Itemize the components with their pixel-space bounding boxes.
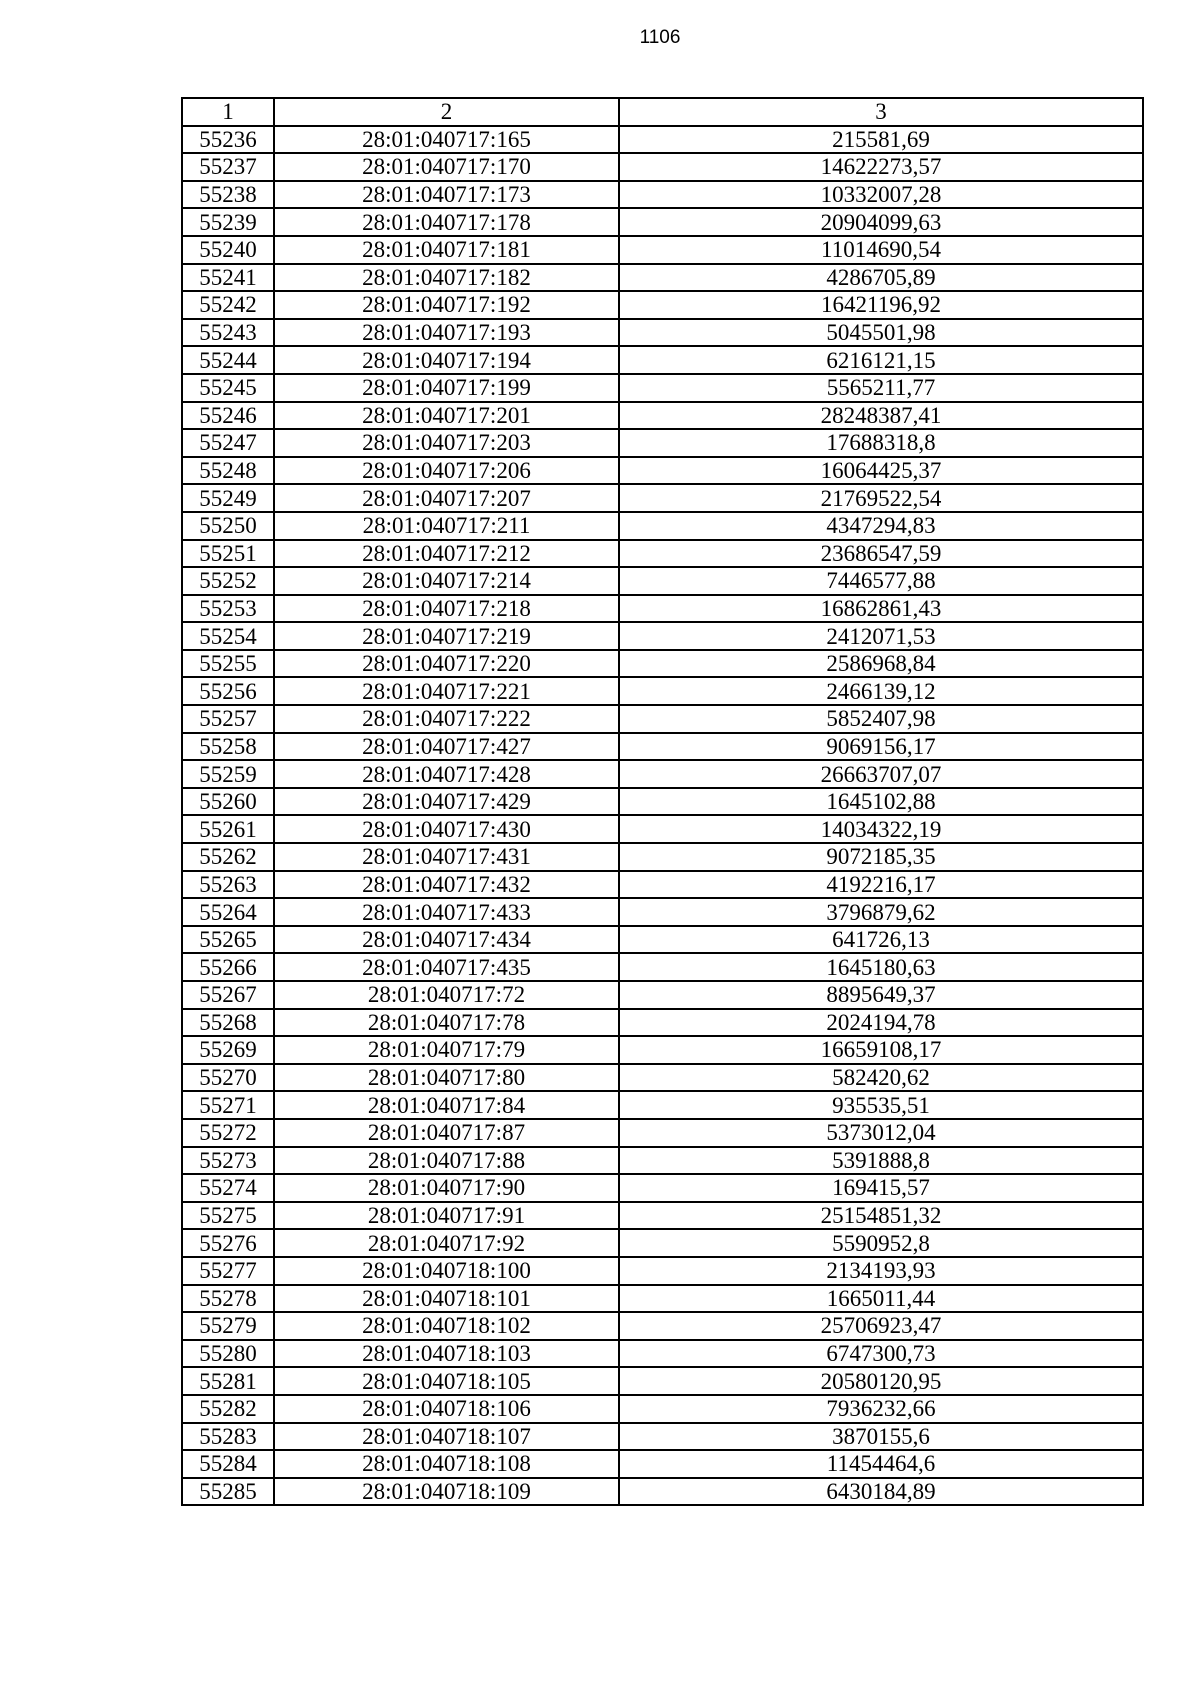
cadastral-number-cell: 28:01:040717:87: [274, 1119, 619, 1147]
cadastral-number-cell: 28:01:040718:100: [274, 1257, 619, 1285]
cadastral-number-cell: 28:01:040717:72: [274, 981, 619, 1009]
table-row: [182, 1478, 1143, 1506]
row-number-cell: 55278: [182, 1285, 274, 1313]
cadastral-number-cell: 28:01:040717:432: [274, 871, 619, 899]
value-cell: 2586968,84: [619, 650, 1143, 678]
row-number-cell: 55279: [182, 1312, 274, 1340]
cadastral-number-cell: 28:01:040718:103: [274, 1340, 619, 1368]
table-row: [182, 981, 1143, 1009]
cadastral-number-cell: 28:01:040717:222: [274, 705, 619, 733]
value-cell: 14622273,57: [619, 153, 1143, 181]
row-number-cell: 55257: [182, 705, 274, 733]
cadastral-number-cell: 28:01:040718:106: [274, 1395, 619, 1423]
row-number-cell: 55261: [182, 815, 274, 843]
row-number-cell: 55266: [182, 953, 274, 981]
data-table: [181, 97, 1144, 1506]
table-row: [182, 126, 1143, 154]
table-row: [182, 1395, 1143, 1423]
cadastral-number-cell: 28:01:040717:203: [274, 429, 619, 457]
table-row: [182, 484, 1143, 512]
row-number-cell: 55236: [182, 126, 274, 154]
value-cell: 4192216,17: [619, 871, 1143, 899]
row-number-cell: 55275: [182, 1202, 274, 1230]
table-row: [182, 1450, 1143, 1478]
value-cell: 2466139,12: [619, 677, 1143, 705]
row-number-cell: 55284: [182, 1450, 274, 1478]
cadastral-number-cell: 28:01:040717:91: [274, 1202, 619, 1230]
value-cell: 25154851,32: [619, 1202, 1143, 1230]
table-row: [182, 1174, 1143, 1202]
row-number-cell: 55246: [182, 402, 274, 430]
value-cell: 1665011,44: [619, 1285, 1143, 1313]
table-row: [182, 1312, 1143, 1340]
cadastral-number-cell: 28:01:040717:78: [274, 1009, 619, 1037]
cadastral-number-cell: 28:01:040717:427: [274, 733, 619, 761]
value-cell: 2134193,93: [619, 1257, 1143, 1285]
table-row: [182, 1202, 1143, 1230]
table-row: [182, 1285, 1143, 1313]
value-cell: 6216121,15: [619, 346, 1143, 374]
value-cell: 4286705,89: [619, 264, 1143, 292]
table-row: [182, 1119, 1143, 1147]
row-number-cell: 55251: [182, 540, 274, 568]
table-row: [182, 153, 1143, 181]
cadastral-number-cell: 28:01:040717:428: [274, 760, 619, 788]
value-cell: 8895649,37: [619, 981, 1143, 1009]
value-cell: 5391888,8: [619, 1147, 1143, 1175]
table-row: [182, 429, 1143, 457]
column-header-1: 1: [182, 98, 274, 126]
row-number-cell: 55272: [182, 1119, 274, 1147]
value-cell: 20904099,63: [619, 208, 1143, 236]
row-number-cell: 55262: [182, 843, 274, 871]
table-row: [182, 236, 1143, 264]
table-row: [182, 319, 1143, 347]
cadastral-number-cell: 28:01:040717:430: [274, 815, 619, 843]
row-number-cell: 55245: [182, 374, 274, 402]
cadastral-number-cell: 28:01:040717:199: [274, 374, 619, 402]
row-number-cell: 55270: [182, 1064, 274, 1092]
row-number-cell: 55239: [182, 208, 274, 236]
column-header-3: 3: [619, 98, 1143, 126]
row-number-cell: 55282: [182, 1395, 274, 1423]
value-cell: 10332007,28: [619, 181, 1143, 209]
table-row: [182, 788, 1143, 816]
row-number-cell: 55274: [182, 1174, 274, 1202]
cadastral-number-cell: 28:01:040718:102: [274, 1312, 619, 1340]
table-row: [182, 898, 1143, 926]
table-row: [182, 457, 1143, 485]
cadastral-number-cell: 28:01:040717:433: [274, 898, 619, 926]
table-row: [182, 374, 1143, 402]
page-number: 1106: [639, 27, 681, 48]
table-row: [182, 953, 1143, 981]
cadastral-number-cell: 28:01:040717:192: [274, 291, 619, 319]
value-cell: 16421196,92: [619, 291, 1143, 319]
table-row: [182, 1367, 1143, 1395]
row-number-cell: 55242: [182, 291, 274, 319]
row-number-cell: 55247: [182, 429, 274, 457]
value-cell: 6430184,89: [619, 1478, 1143, 1506]
value-cell: 11014690,54: [619, 236, 1143, 264]
cadastral-number-cell: 28:01:040717:80: [274, 1064, 619, 1092]
row-number-cell: 55276: [182, 1229, 274, 1257]
table-row: [182, 512, 1143, 540]
cadastral-number-cell: 28:01:040717:194: [274, 346, 619, 374]
table-row: [182, 677, 1143, 705]
table-row: [182, 346, 1143, 374]
value-cell: 23686547,59: [619, 540, 1143, 568]
value-cell: 9069156,17: [619, 733, 1143, 761]
value-cell: 169415,57: [619, 1174, 1143, 1202]
column-header-2: 2: [274, 98, 619, 126]
table-row: [182, 650, 1143, 678]
row-number-cell: 55238: [182, 181, 274, 209]
value-cell: 215581,69: [619, 126, 1143, 154]
table-row: [182, 1147, 1143, 1175]
row-number-cell: 55267: [182, 981, 274, 1009]
table-row: [182, 1091, 1143, 1119]
row-number-cell: 55250: [182, 512, 274, 540]
value-cell: 5852407,98: [619, 705, 1143, 733]
cadastral-number-cell: 28:01:040717:214: [274, 567, 619, 595]
table-row: [182, 1229, 1143, 1257]
cadastral-number-cell: 28:01:040718:107: [274, 1423, 619, 1451]
row-number-cell: 55280: [182, 1340, 274, 1368]
row-number-cell: 55269: [182, 1036, 274, 1064]
table-row: [182, 181, 1143, 209]
value-cell: 25706923,47: [619, 1312, 1143, 1340]
value-cell: 2024194,78: [619, 1009, 1143, 1037]
row-number-cell: 55255: [182, 650, 274, 678]
value-cell: 582420,62: [619, 1064, 1143, 1092]
table-row: [182, 622, 1143, 650]
cadastral-number-cell: 28:01:040717:193: [274, 319, 619, 347]
row-number-cell: 55271: [182, 1091, 274, 1119]
cadastral-number-cell: 28:01:040718:109: [274, 1478, 619, 1506]
cadastral-number-cell: 28:01:040717:173: [274, 181, 619, 209]
cadastral-number-cell: 28:01:040718:105: [274, 1367, 619, 1395]
row-number-cell: 55273: [182, 1147, 274, 1175]
cadastral-number-cell: 28:01:040717:178: [274, 208, 619, 236]
row-number-cell: 55243: [182, 319, 274, 347]
table-row: [182, 1340, 1143, 1368]
cadastral-number-cell: 28:01:040718:101: [274, 1285, 619, 1313]
value-cell: 2412071,53: [619, 622, 1143, 650]
value-cell: 5565211,77: [619, 374, 1143, 402]
value-cell: 14034322,19: [619, 815, 1143, 843]
table-row: [182, 760, 1143, 788]
value-cell: 1645180,63: [619, 953, 1143, 981]
table-row: [182, 567, 1143, 595]
cadastral-number-cell: 28:01:040717:92: [274, 1229, 619, 1257]
row-number-cell: 55237: [182, 153, 274, 181]
value-cell: 16659108,17: [619, 1036, 1143, 1064]
row-number-cell: 55264: [182, 898, 274, 926]
value-cell: 16862861,43: [619, 595, 1143, 623]
cadastral-number-cell: 28:01:040717:218: [274, 595, 619, 623]
cadastral-number-cell: 28:01:040717:220: [274, 650, 619, 678]
cadastral-number-cell: 28:01:040717:221: [274, 677, 619, 705]
cadastral-number-cell: 28:01:040717:88: [274, 1147, 619, 1175]
table-row: [182, 1257, 1143, 1285]
table-row: [182, 843, 1143, 871]
value-cell: 6747300,73: [619, 1340, 1143, 1368]
row-number-cell: 55258: [182, 733, 274, 761]
row-number-cell: 55241: [182, 264, 274, 292]
value-cell: 16064425,37: [619, 457, 1143, 485]
cadastral-number-cell: 28:01:040718:108: [274, 1450, 619, 1478]
value-cell: 7936232,66: [619, 1395, 1143, 1423]
cadastral-number-cell: 28:01:040717:435: [274, 953, 619, 981]
value-cell: 21769522,54: [619, 484, 1143, 512]
cadastral-number-cell: 28:01:040717:181: [274, 236, 619, 264]
row-number-cell: 55244: [182, 346, 274, 374]
row-number-cell: 55268: [182, 1009, 274, 1037]
value-cell: 5373012,04: [619, 1119, 1143, 1147]
cadastral-number-cell: 28:01:040717:90: [274, 1174, 619, 1202]
cadastral-number-cell: 28:01:040717:206: [274, 457, 619, 485]
cadastral-number-cell: 28:01:040717:211: [274, 512, 619, 540]
row-number-cell: 55253: [182, 595, 274, 623]
value-cell: 3870155,6: [619, 1423, 1143, 1451]
cadastral-number-cell: 28:01:040717:170: [274, 153, 619, 181]
row-number-cell: 55277: [182, 1257, 274, 1285]
cadastral-number-cell: 28:01:040717:429: [274, 788, 619, 816]
table-row: [182, 1036, 1143, 1064]
cadastral-number-cell: 28:01:040717:212: [274, 540, 619, 568]
table-row: [182, 291, 1143, 319]
value-cell: 935535,51: [619, 1091, 1143, 1119]
value-cell: 7446577,88: [619, 567, 1143, 595]
value-cell: 26663707,07: [619, 760, 1143, 788]
value-cell: 5045501,98: [619, 319, 1143, 347]
table-row: [182, 1009, 1143, 1037]
value-cell: 1645102,88: [619, 788, 1143, 816]
cadastral-number-cell: 28:01:040717:431: [274, 843, 619, 871]
row-number-cell: 55283: [182, 1423, 274, 1451]
table-row: [182, 815, 1143, 843]
row-number-cell: 55252: [182, 567, 274, 595]
value-cell: 4347294,83: [619, 512, 1143, 540]
table-row: [182, 595, 1143, 623]
value-cell: 20580120,95: [619, 1367, 1143, 1395]
row-number-cell: 55259: [182, 760, 274, 788]
value-cell: 5590952,8: [619, 1229, 1143, 1257]
row-number-cell: 55249: [182, 484, 274, 512]
value-cell: 28248387,41: [619, 402, 1143, 430]
value-cell: 17688318,8: [619, 429, 1143, 457]
row-number-cell: 55263: [182, 871, 274, 899]
value-cell: 641726,13: [619, 926, 1143, 954]
cadastral-number-cell: 28:01:040717:207: [274, 484, 619, 512]
cadastral-number-cell: 28:01:040717:201: [274, 402, 619, 430]
table-row: [182, 705, 1143, 733]
cadastral-number-cell: 28:01:040717:434: [274, 926, 619, 954]
table-row: [182, 208, 1143, 236]
table-row: [182, 1064, 1143, 1092]
table-row: [182, 871, 1143, 899]
cadastral-number-cell: 28:01:040717:182: [274, 264, 619, 292]
row-number-cell: 55256: [182, 677, 274, 705]
row-number-cell: 55281: [182, 1367, 274, 1395]
table-row: [182, 264, 1143, 292]
table-row: [182, 1423, 1143, 1451]
value-cell: 3796879,62: [619, 898, 1143, 926]
table-row: [182, 926, 1143, 954]
cadastral-number-cell: 28:01:040717:84: [274, 1091, 619, 1119]
row-number-cell: 55265: [182, 926, 274, 954]
row-number-cell: 55240: [182, 236, 274, 264]
row-number-cell: 55285: [182, 1478, 274, 1506]
row-number-cell: 55254: [182, 622, 274, 650]
table-row: [182, 733, 1143, 761]
row-number-cell: 55248: [182, 457, 274, 485]
table-row: [182, 540, 1143, 568]
cadastral-number-cell: 28:01:040717:165: [274, 126, 619, 154]
table-body: [182, 126, 1143, 1506]
cadastral-number-cell: 28:01:040717:219: [274, 622, 619, 650]
cadastral-number-cell: 28:01:040717:79: [274, 1036, 619, 1064]
value-cell: 11454464,6: [619, 1450, 1143, 1478]
table-header-row: [182, 98, 1143, 126]
row-number-cell: 55260: [182, 788, 274, 816]
table-row: [182, 402, 1143, 430]
value-cell: 9072185,35: [619, 843, 1143, 871]
